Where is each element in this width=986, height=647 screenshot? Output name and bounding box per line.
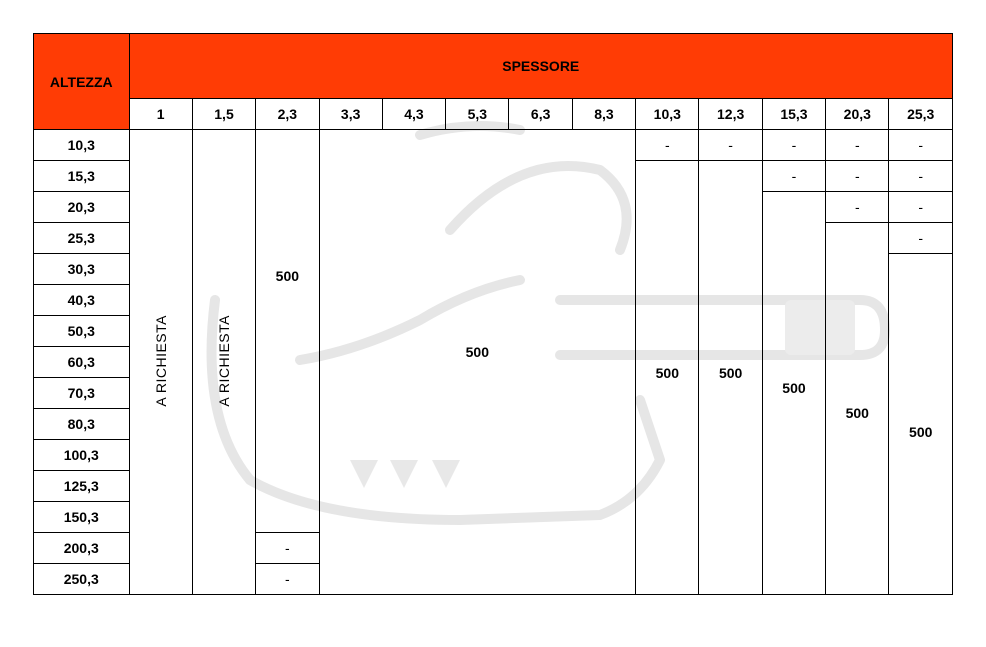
cell-value-500: 500 bbox=[699, 161, 762, 595]
height-label: 70,3 bbox=[34, 378, 130, 409]
thickness-header: 4,3 bbox=[382, 99, 445, 130]
thickness-header: 20,3 bbox=[826, 99, 889, 130]
height-label: 200,3 bbox=[34, 533, 130, 564]
height-label: 20,3 bbox=[34, 192, 130, 223]
height-label: 25,3 bbox=[34, 223, 130, 254]
cell-dash: - bbox=[826, 192, 889, 223]
cell-dash: - bbox=[636, 130, 699, 161]
thickness-header: 15,3 bbox=[762, 99, 825, 130]
cell-dash: - bbox=[889, 192, 953, 223]
cell-dash: - bbox=[889, 130, 953, 161]
thickness-header: 10,3 bbox=[636, 99, 699, 130]
a-richiesta-text: A RICHIESTA bbox=[152, 314, 169, 407]
cell-value-500: 500 bbox=[762, 192, 825, 595]
thickness-header: 5,3 bbox=[446, 99, 509, 130]
thickness-header: 1,5 bbox=[192, 99, 255, 130]
cell-dash: - bbox=[826, 130, 889, 161]
cell-dash: - bbox=[256, 564, 319, 595]
height-label: 40,3 bbox=[34, 285, 130, 316]
thickness-header: 8,3 bbox=[572, 99, 635, 130]
height-label: 100,3 bbox=[34, 440, 130, 471]
cell-dash: - bbox=[826, 161, 889, 192]
spessore-header: SPESSORE bbox=[129, 34, 952, 99]
thickness-header: 1 bbox=[129, 99, 192, 130]
cell-value-500: 500 bbox=[636, 161, 699, 595]
thickness-header: 3,3 bbox=[319, 99, 382, 130]
cell-value-500: 500 bbox=[319, 130, 636, 595]
height-label: 150,3 bbox=[34, 502, 130, 533]
height-label: 250,3 bbox=[34, 564, 130, 595]
thickness-header: 25,3 bbox=[889, 99, 953, 130]
thickness-header: 12,3 bbox=[699, 99, 762, 130]
cell-dash: - bbox=[762, 130, 825, 161]
a-richiesta-text: A RICHIESTA bbox=[216, 314, 232, 407]
height-label: 80,3 bbox=[34, 409, 130, 440]
cell-dash: - bbox=[762, 161, 825, 192]
height-label: 125,3 bbox=[34, 471, 130, 502]
cell-value-500: 500 bbox=[889, 254, 953, 595]
cell-dash: - bbox=[889, 223, 953, 254]
cell-dash: - bbox=[699, 130, 762, 161]
cell-dash: - bbox=[889, 161, 953, 192]
height-label: 50,3 bbox=[34, 316, 130, 347]
altezza-header: ALTEZZA bbox=[34, 34, 130, 130]
height-label: 60,3 bbox=[34, 347, 130, 378]
cell-dash: - bbox=[256, 533, 319, 564]
cell-value-500: 500 bbox=[256, 130, 319, 533]
cell-value-500: 500 bbox=[826, 223, 889, 595]
cell-a-richiesta bbox=[192, 130, 255, 595]
thickness-height-table bbox=[33, 33, 953, 595]
height-label: 15,3 bbox=[34, 161, 130, 192]
thickness-header: 6,3 bbox=[509, 99, 572, 130]
cell-a-richiesta bbox=[129, 130, 192, 595]
height-label: 30,3 bbox=[34, 254, 130, 285]
height-label: 10,3 bbox=[34, 130, 130, 161]
thickness-header: 2,3 bbox=[256, 99, 319, 130]
